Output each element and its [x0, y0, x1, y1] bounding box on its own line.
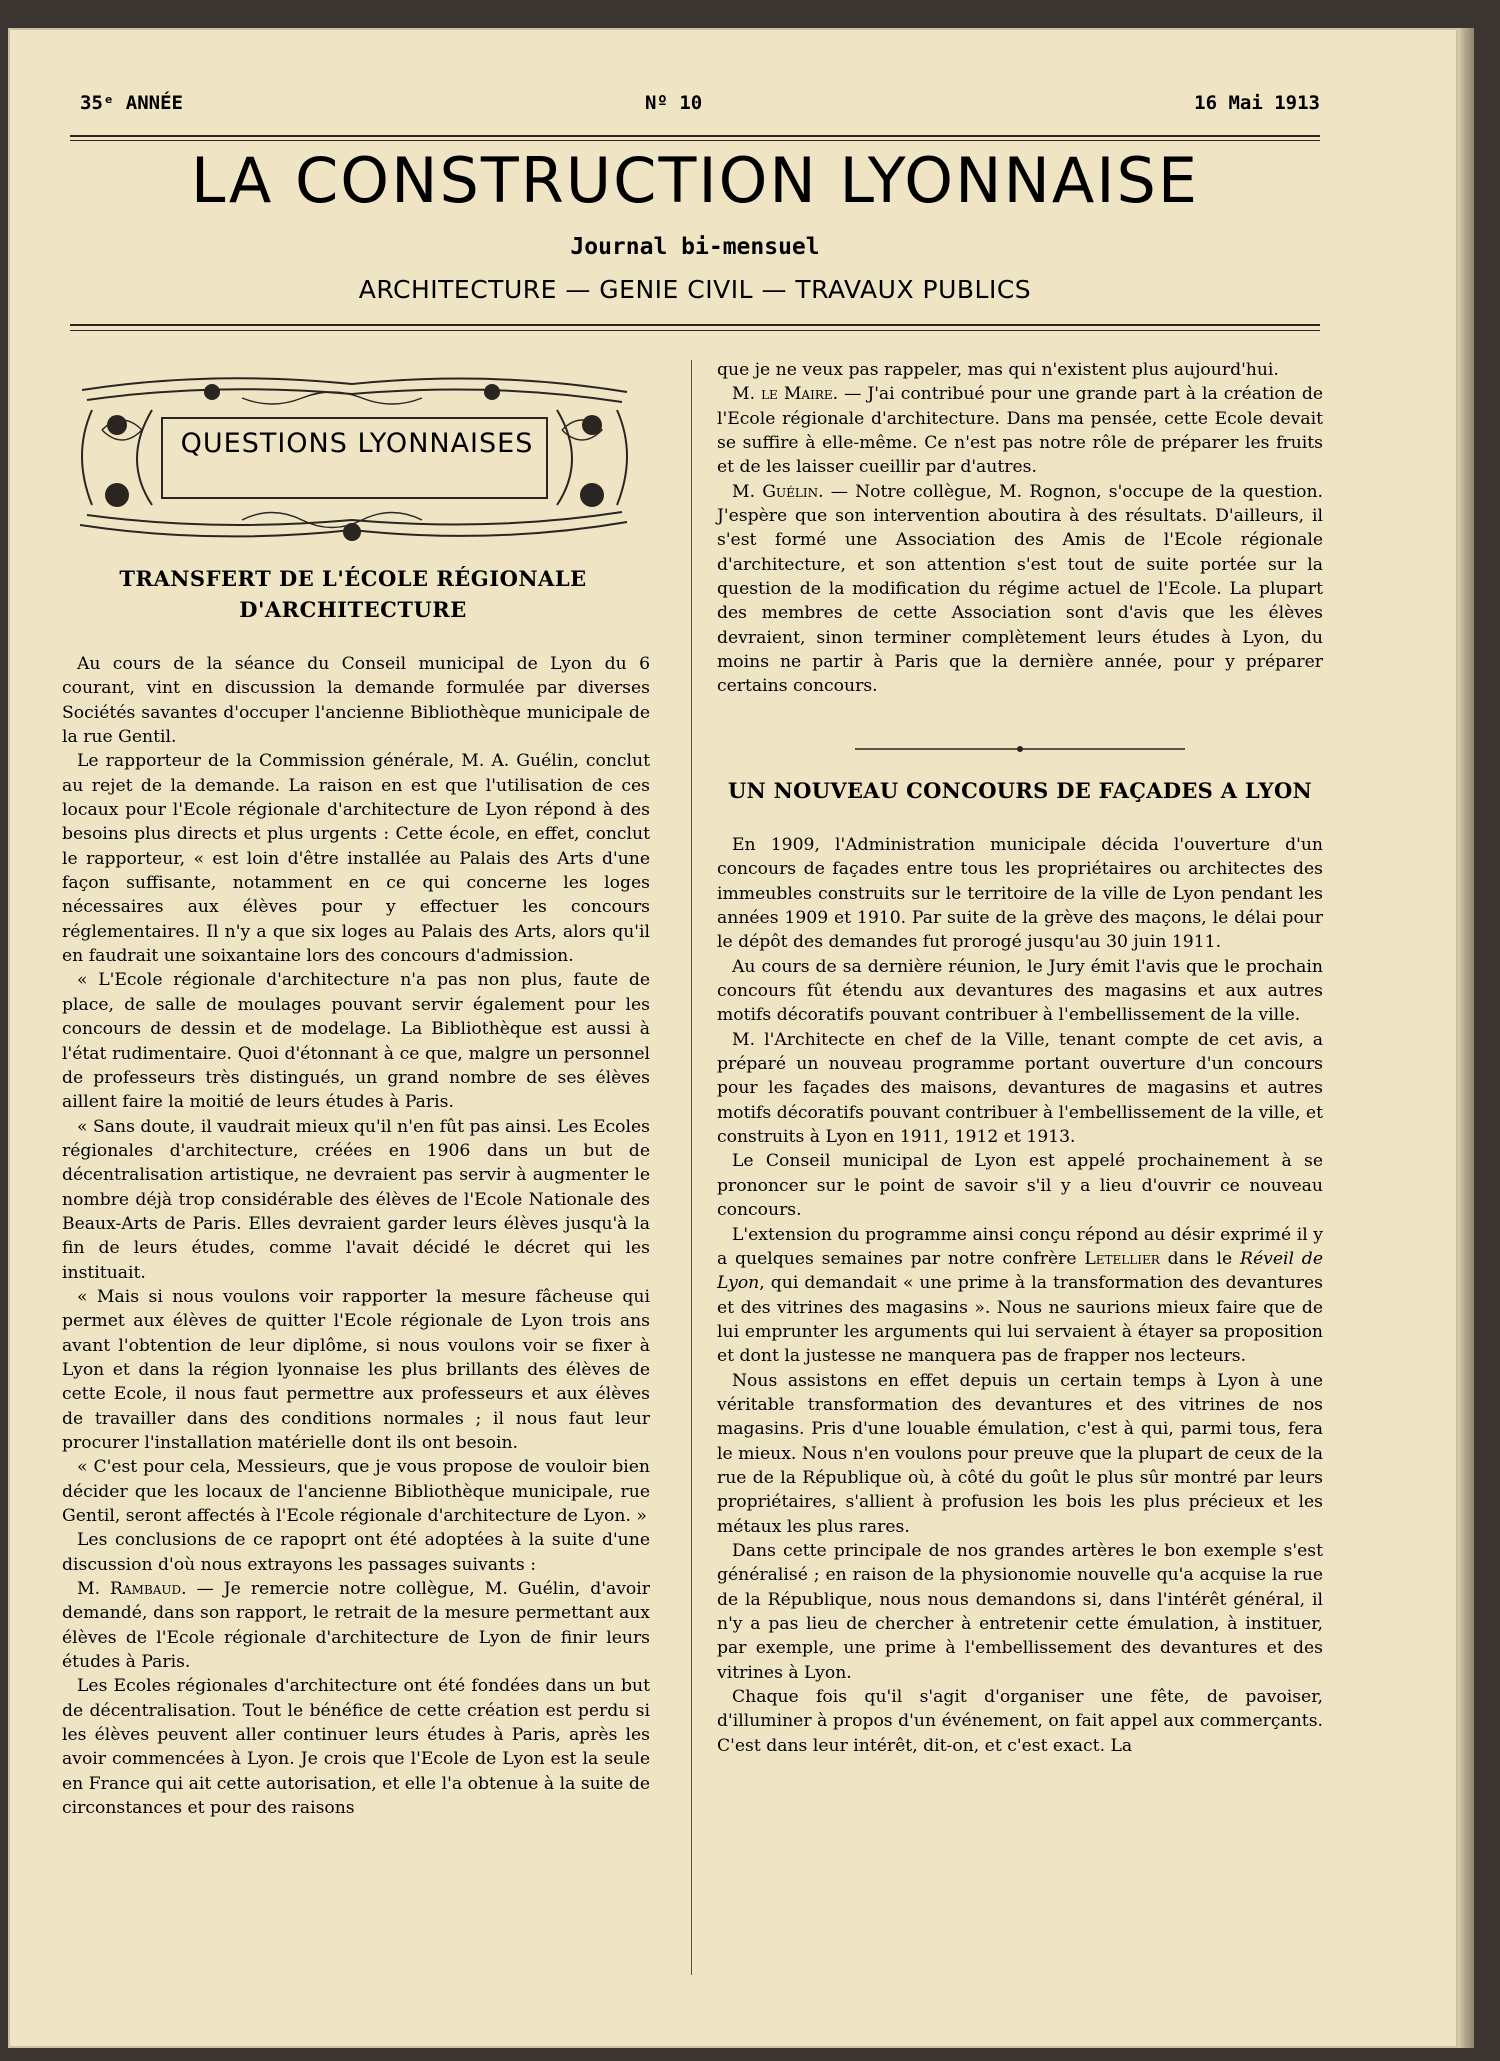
masthead-subtitle: Journal bi-mensuel	[570, 234, 820, 260]
speaker-name: M. le Maire.	[732, 384, 839, 405]
journal-name: Réveil de Lyon	[717, 1248, 1323, 1294]
speaker-name: M. Guélin.	[732, 481, 824, 502]
top-rule-thin	[70, 140, 1320, 141]
paragraph-continued: que je ne veux pas rappeler, mas qui n'existent plus aujourd'hui.	[717, 360, 1279, 380]
paragraph: « C'est pour cela, Messieurs, que je vous propose de vouloir bien décider que les locaux de l'ancienne Bibliothèque municipale, rue Gentil, seront affectés à l'Ecole régionale d'architecture de Lyon. »	[62, 1457, 650, 1527]
paragraph: Le Conseil municipal de Lyon est appelé prochainement à se prononcer sur le point de savoir s'il y a lieu d'ouvrir ce nouveau concours.	[717, 1151, 1323, 1221]
paragraph: Au cours de sa dernière réunion, le Jury émit l'avis que le prochain concours fût étendu aux devantures des magasins et aux autres motifs décoratifs pouvant contribuer à l'embellissement de la ville.	[717, 956, 1323, 1026]
author-name: Letellier	[1084, 1248, 1160, 1269]
banner-label: QUESTIONS LYONNAISES	[180, 428, 534, 459]
paragraph-guelin	[717, 480, 1323, 699]
paragraph: Le rapporteur de la Commission générale, M. A. Guélin, conclut au rejet de la demande. La raison en est que l'utilisation de ces locaux pour l'Ecole régionale d'architecture de Lyon répond à des besoins plus directs et plus urgents : Cette école, en effet, conclut le rapporteur, « est loin d'être installée au Palais des Arts d'une façon suffisante, notamment en ce qui concerne les loges nécessaires aux élèves pour y effectuer les concours réglementaires. Il n'y a que six loges au Palais des Arts, alors qu'il en faudrait une soixantaine lors des concours d'admission.	[62, 751, 650, 967]
paragraph: En 1909, l'Administration municipale décida l'ouverture d'un concours de façades entre tous les propriétaires ou architectes des immeubles construits sur le territoire de la ville de Lyon pendant les années 1909 et 1910. Par suite de la grève des maçons, le délai pour le dépôt des demandes fut prorogé jusqu'au 30 juin 1911.	[717, 835, 1323, 953]
top-rule	[70, 135, 1320, 137]
paragraph: M. l'Architecte en chef de la Ville, tenant compte de cet avis, a préparé un nouveau programme portant ouverture d'un concours pour les façades des maisons, devantures de magasins et autres motifs décoratifs pouvant contribuer à l'embellissement de la ville, et construits à Lyon en 1911, 1912 et 1913.	[717, 1029, 1323, 1148]
paragraph: « Sans doute, il vaudrait mieux qu'il n'en fût pas ainsi. Les Ecoles régionales d'architecture, créées en 1906 dans un but de décentralisation artistique, ne devraient pas servir à augmenter le nombre déjà trop considérable des élèves de l'Ecole Nationale des Beaux-Arts de Paris. Elles devraient garder leurs élèves jusqu'à la fin de leurs études, comme l'avait décidé le décret qui les instituait.	[62, 1116, 650, 1283]
speaker-text: — J'ai contribué pour une grande part à la création de l'Ecole régionale d'architecture. Dans ma pensée, cette Ecole devait se suffire à elle-même. Ce n'est pas notre rôle de préparer les fruits et de les laisser cueillir par d'autres.	[717, 384, 1324, 478]
speaker-text: — Notre collègue, M. Rognon, s'occupe de la question. J'espère que son intervention aboutira à des résultats. D'ailleurs, il s'est formé une Association des Amis de l'Ecole régionale d'architecture, et son attention s'est tout de suite portée sur la question de la modification du régime actuel de l'Ecole. La plupart des membres de cette Association sont d'avis que les élèves devraient, sinon terminer complètement leurs études à Lyon, du moins ne partir à Paris que la dernière année, pour y préparer certains concours.	[717, 481, 1323, 697]
paragraph: Les conclusions de ce rapoprt ont été adoptées à la suite d'une discussion d'où nous extrayons les passages suivants :	[62, 1530, 650, 1575]
masthead-rule-thin	[70, 330, 1320, 331]
paragraph: Chaque fois qu'il s'agit d'organiser une fête, de pavoiser, d'illuminer à propos d'un événement, on fait appel aux commerçants. C'est dans leur intérêt, dit-on, et c'est exact. La	[717, 1687, 1323, 1756]
paragraph: « L'Ecole régionale d'architecture n'a pas non plus, faute de place, de salle de moulages pouvant servir également pour les concours de dessin et de modelage. La Bibliothèque est aussi à l'état rudimentaire. Quoi d'étonnant à ce que, malgre un personnel de professeurs très distingués, un grand nombre de ses élèves aillent faire la moitié de leurs études à Paris.	[62, 970, 650, 1113]
masthead-tagline: ARCHITECTURE — GENIE CIVIL — TRAVAUX PUBLICS	[358, 275, 1032, 304]
paragraph: Nous assistons en effet depuis un certain temps à Lyon à une véritable transformation des devantures et des vitrines de nos magasins. Pris d'une louable émulation, c'est à qui, parmi tous, fera le mieux. Nous n'en voulons pour preuve que la plupart de ceux de la rue de la République où, à côté du goût le plus sûr montré par leurs propriétaires, s'allient à profusion les bois les plus précieux et les métaux les plus rares.	[717, 1370, 1323, 1537]
article-title-transfert	[62, 563, 644, 625]
issue-number: Nº 10	[645, 92, 703, 114]
questions-lyonnaises-banner	[62, 370, 644, 545]
text-run: , qui demandait « une prime à la transformation des devantures et des vitrines des magasins ». Nous ne saurions mieux faire que de lui emprunter les arguments qui lui servaient à étayer sa proposition et dont la justesse ne manquera pas de frapper nos lecteurs.	[717, 1273, 1323, 1367]
speaker-text: — Je remercie notre collègue, M. Guélin, d'avoir demandé, dans son rapport, le retrait de la mesure permettant aux élèves de l'Ecole régionale d'architecture de Lyon de finir leurs études à Paris.	[62, 1579, 650, 1673]
article-title-line1: TRANSFERT DE L'ÉCOLE RÉGIONALE	[119, 566, 587, 591]
section-separator-icon	[855, 745, 1185, 753]
paragraph: Au cours de la séance du Conseil municipal de Lyon du 6 courant, vint en discussion la demande formulée par diverses Sociétés savantes d'occuper l'ancienne Bibliothèque municipale de la rue Gentil.	[62, 654, 650, 748]
paragraph: Dans cette principale de nos grandes artères le bon exemple s'est généralisé ; en raison de la physionomie nouvelle qu'a acquise la rue de la République, nous nous demandons si, dans l'intérêt général, il n'y a pas lieu de chercher à entretenir cette émulation, à instituer, par exemple, une prime à l'embellissement des devantures et des vitrines à Lyon.	[717, 1540, 1323, 1683]
year-label: 35ᵉ ANNÉE	[80, 92, 183, 114]
right-column-bottom-text	[717, 833, 1323, 1758]
paragraph: Les Ecoles régionales d'architecture ont été fondées dans un but de décentralisation. Tout le bénéfice de cette création est perdu si les élèves peuvent aller continuer leurs études à Paris, après les avoir commencées à Lyon. Je crois que l'Ecole de Lyon est la seule en France qui ait cette autorisation, et elle l'a obtenue à la suite de circonstances et pour des raisons	[62, 1676, 650, 1819]
text-run: L'extension du programme ainsi conçu répond au désir exprimé il y a quelques semaines par notre confrère	[717, 1224, 1323, 1269]
speaker-name: M. Rambaud.	[77, 1579, 187, 1600]
paragraph-extension	[717, 1223, 1323, 1369]
article-title-line2: D'ARCHITECTURE	[239, 597, 467, 622]
paragraph-rambaud	[62, 1577, 650, 1674]
text-run: dans le	[1159, 1248, 1241, 1269]
issue-date: 16 Mai 1913	[1194, 92, 1320, 114]
right-column-top-text	[717, 358, 1323, 699]
paragraph-maire	[717, 382, 1323, 479]
column-divider	[691, 360, 692, 1975]
left-column-text	[62, 652, 650, 1821]
paragraph: « Mais si nous voulons voir rapporter la mesure fâcheuse qui permet aux élèves de quitter l'Ecole régionale de Lyon trois ans avant l'obtention de leur diplôme, si nous voulons voir se fixer à Lyon et dans la région lyonnaise les plus brillants des élèves de cette Ecole, il nous faut permettre aux professeurs et aux élèves de travailler dans des conditions normales ; il nous faut leur procurer l'installation matérielle dont ils ont besoin.	[62, 1286, 650, 1453]
masthead-title: LA CONSTRUCTION LYONNAISE	[190, 144, 1200, 217]
masthead-rule	[70, 324, 1320, 326]
article-title-concours: UN NOUVEAU CONCOURS DE FAÇADES A LYON	[727, 778, 1313, 803]
page-edge	[1458, 28, 1474, 2048]
